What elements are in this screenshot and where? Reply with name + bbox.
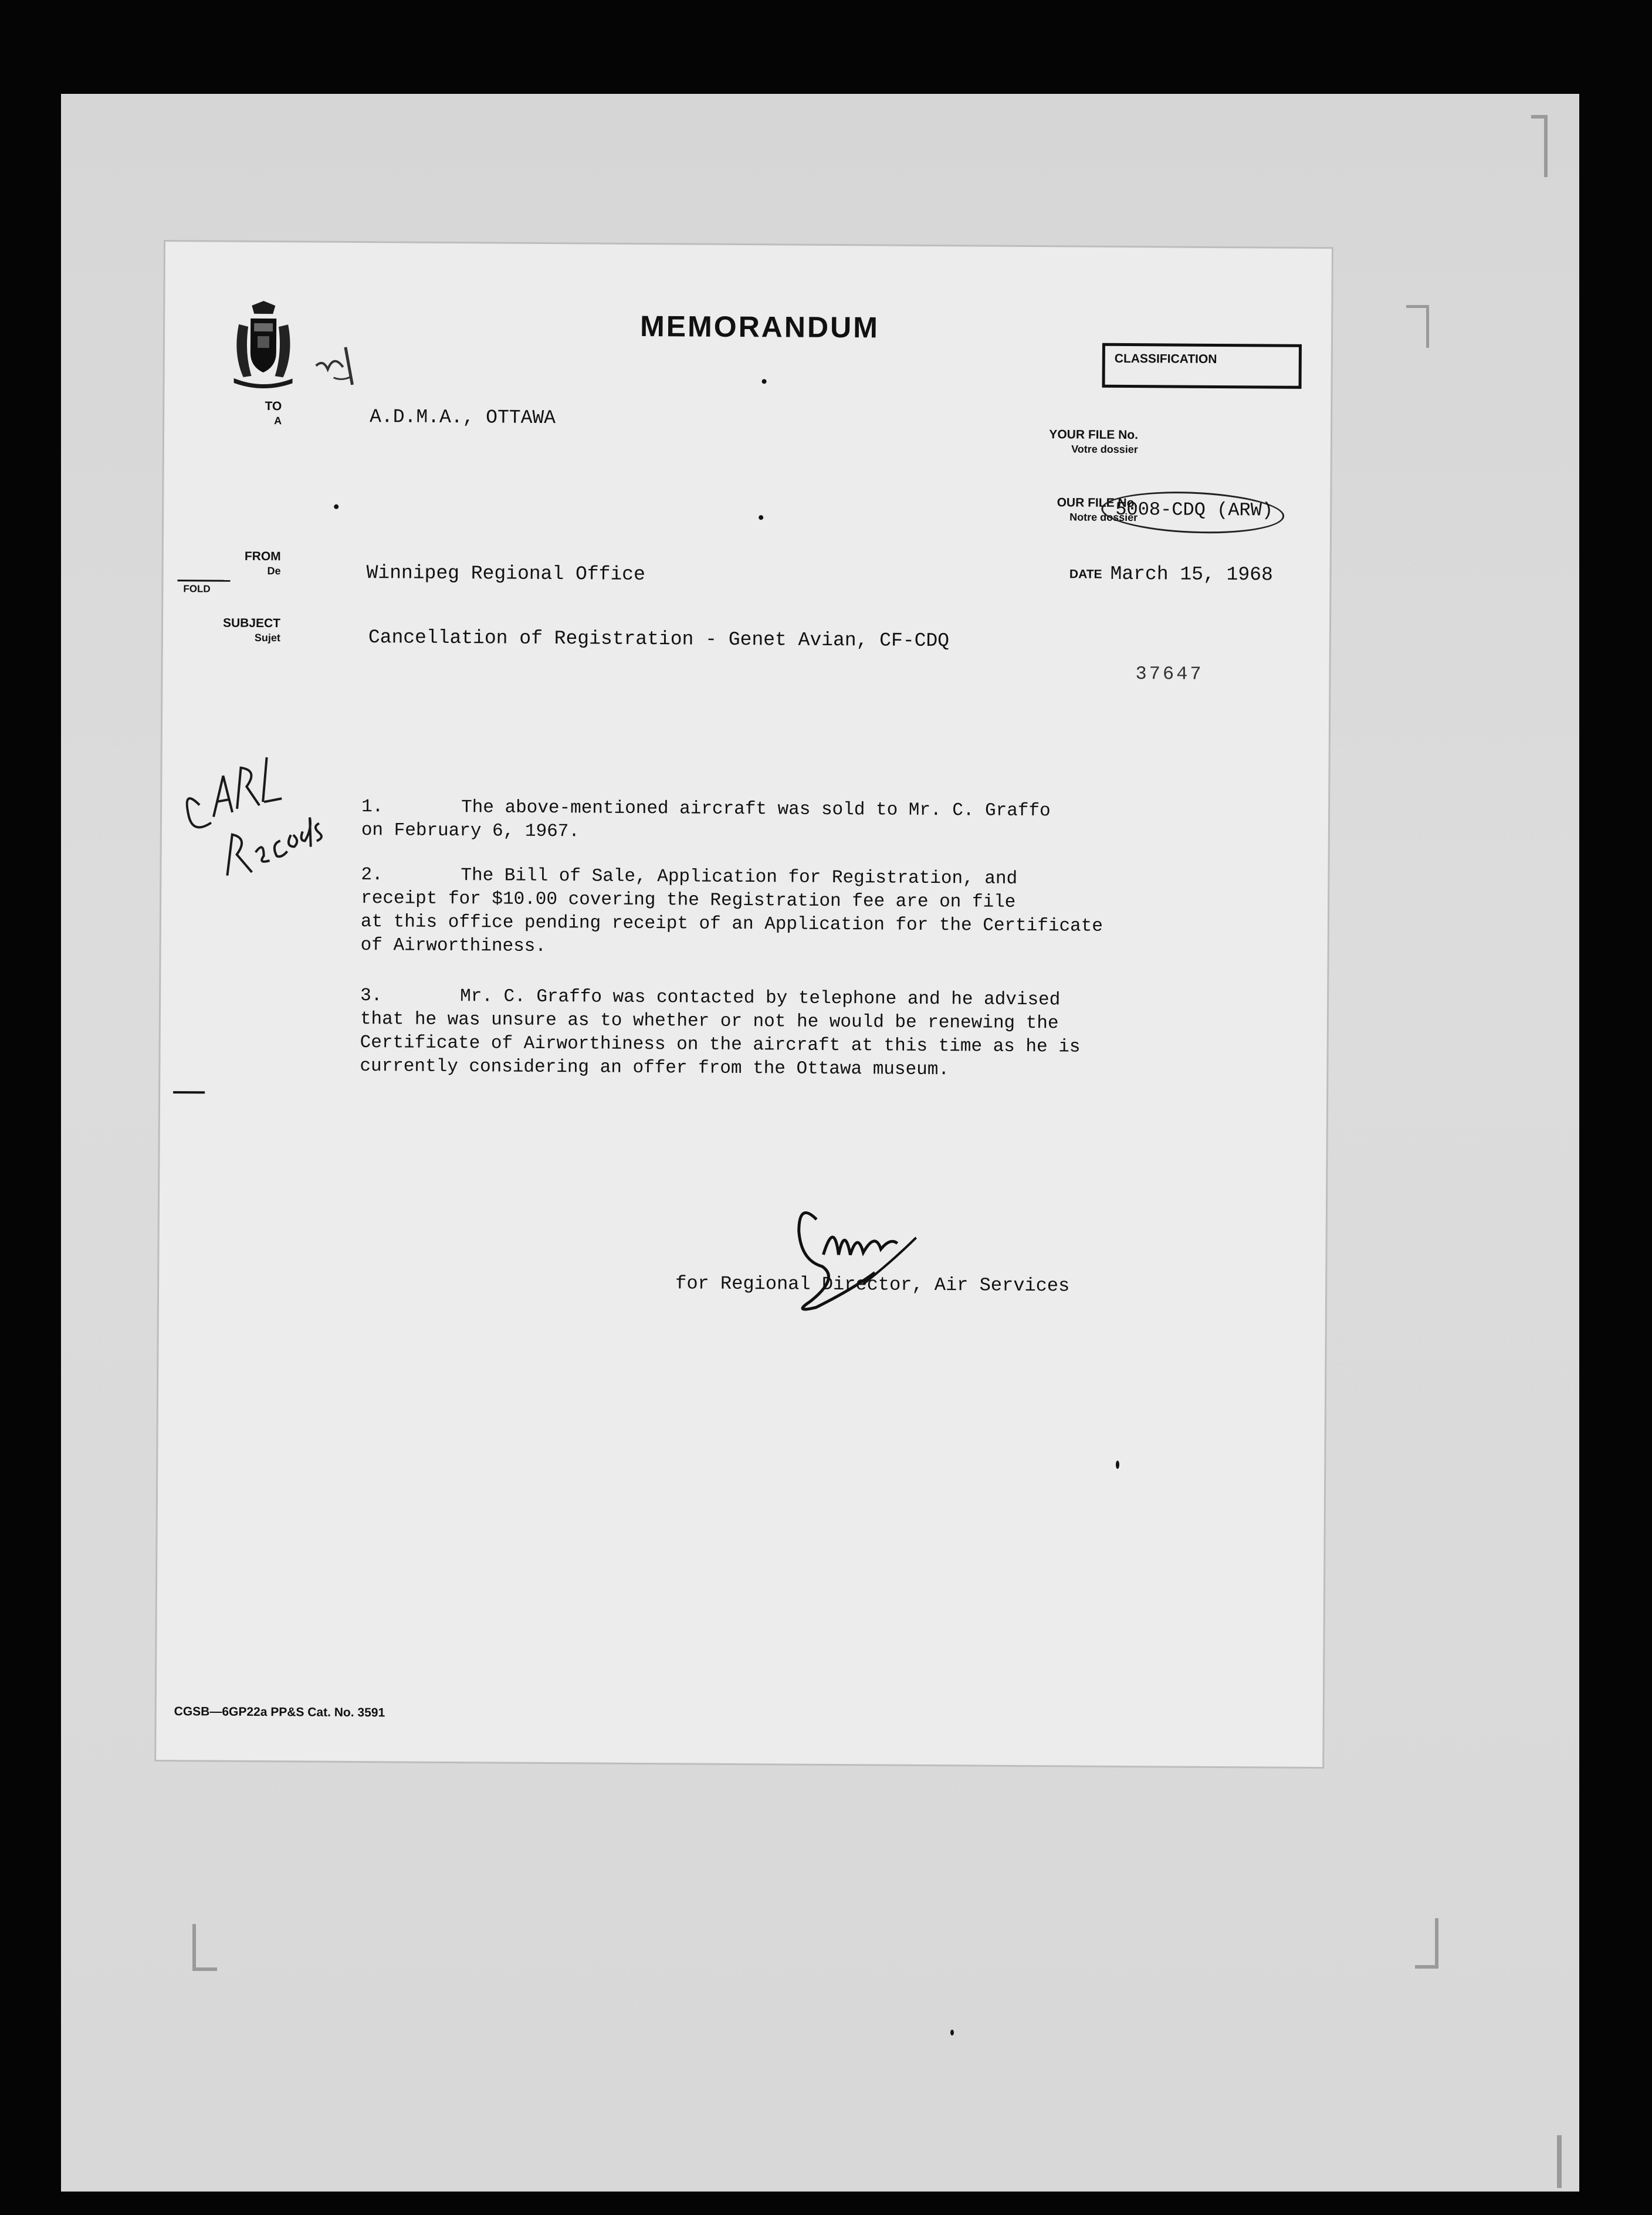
coat-of-arms-emblem [228, 301, 299, 390]
footer-code: CGSB—6GP22a PP&S Cat. No. 3591 [174, 1705, 385, 1720]
paragraph-3 [360, 984, 1170, 1083]
paragraph-line: on February 6, 1967. [361, 820, 580, 842]
margin-dash [173, 1091, 205, 1093]
paragraph-line: at this office pending receipt of an Application for the Certificate [360, 912, 1103, 937]
subject-label-block [222, 617, 280, 645]
fold-label: FOLD [183, 583, 211, 595]
paragraph-line: that he was unsure as to whether or not he would be renewing the [360, 1009, 1059, 1034]
our-file-label: OUR FILE No. [1057, 496, 1138, 510]
to-value: A.D.M.A., OTTAWA [370, 406, 556, 429]
your-file-label-fr: Votre dossier [1071, 443, 1138, 456]
from-value: Winnipeg Regional Office [366, 562, 645, 586]
signature-scrawl [775, 1195, 928, 1326]
our-file-value: 5008-CDQ (ARW) [1115, 498, 1274, 521]
to-label: TO [265, 399, 282, 414]
paragraph-line: The Bill of Sale, Application for Registration, and [461, 865, 1018, 889]
signature-line: for Regional Director, Air Services [675, 1272, 1070, 1297]
from-label-fr: De [267, 565, 281, 577]
to-label-fr: A [274, 415, 282, 427]
fold-line [177, 580, 230, 582]
to-label-block [246, 399, 282, 428]
paragraph-line: Certificate of Airworthiness on the aircraft at this time as he is [360, 1032, 1081, 1058]
our-file-label-fr: Notre dossier [1069, 511, 1138, 524]
paragraph-2 [361, 863, 1171, 962]
crop-mark-lower-right [1415, 1918, 1438, 1969]
paragraph-number: 2. [361, 865, 383, 886]
paragraph-line: The above-mentioned aircraft was sold to Mr. C. Graffo [461, 797, 1051, 822]
punch-dot [759, 515, 763, 520]
classification-box [1102, 343, 1302, 389]
punch-dot [762, 379, 767, 384]
memo-title: MEMORANDUM [639, 309, 880, 344]
handwritten-mark [310, 343, 363, 390]
classification-label: CLASSIFICATION [1114, 351, 1217, 366]
crop-mark-bottom-right [1552, 2135, 1562, 2188]
from-label: FROM [244, 549, 281, 564]
handwritten-note [175, 752, 329, 929]
paragraph-line: receipt for $10.00 covering the Registration fee are on file [361, 888, 1016, 913]
memorandum-page [156, 242, 1332, 1767]
crop-mark-top-right [1531, 115, 1548, 177]
from-label-block [234, 550, 281, 578]
crop-mark-lower-left [192, 1924, 217, 1971]
punch-dot [334, 504, 338, 509]
paragraph-line: of Airworthiness. [360, 935, 547, 957]
subject-value: Cancellation of Registration - Genet Avian, CF-CDQ [368, 626, 950, 652]
paragraph-line: currently considering an offer from the Ottawa museum. [360, 1056, 950, 1081]
scan-speck [950, 2030, 954, 2036]
paragraph-line: Mr. C. Graffo was contacted by telephone and he advised [460, 986, 1061, 1011]
paragraph-number: 1. [361, 797, 384, 818]
paragraph-number: 3. [360, 985, 382, 1007]
subject-label-fr: Sujet [254, 631, 280, 644]
paragraph-1 [361, 795, 1171, 847]
date-value: March 15, 1968 [1110, 563, 1273, 586]
subject-label: SUBJECT [222, 616, 281, 631]
date-label: DATE [1069, 567, 1102, 581]
handwritten-note-drawing [175, 752, 329, 929]
your-file-label: YOUR FILE No. [1049, 428, 1139, 442]
reference-number: 37647 [1135, 663, 1204, 685]
scan-speck [1116, 1461, 1119, 1469]
your-file-label-block [980, 427, 1138, 456]
crop-mark-upper-right [1406, 305, 1429, 348]
